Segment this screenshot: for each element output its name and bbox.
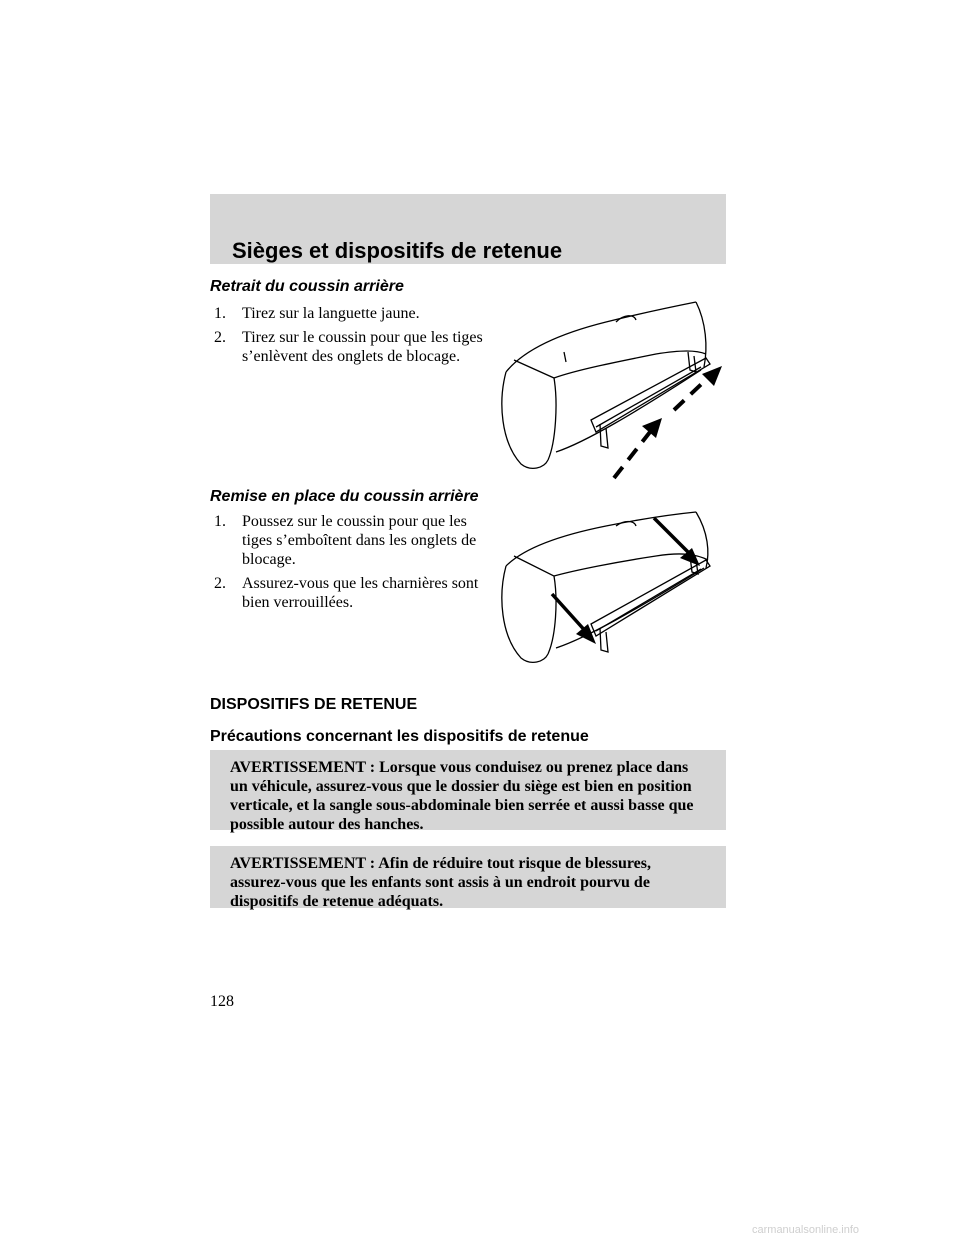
page-number: 128: [210, 993, 234, 1010]
warning-box-1: [210, 750, 726, 833]
footer-watermark-url[interactable]: carmanualsonline.info: [752, 1224, 860, 1236]
list-item: 1. Tirez sur la languette jaune.: [214, 305, 420, 322]
restraints-subheading: Précautions concernant les dispositifs de retenue: [210, 728, 589, 745]
list-item: 1. Poussez sur le coussin pour que les tiges s’emboîtent dans les onglets de blocage.: [214, 513, 477, 568]
removal-heading: Retrait du coussin arrière: [210, 278, 404, 295]
cushion-removal-illustration: [496, 292, 736, 488]
warning-box-2: [210, 846, 726, 908]
install-steps: [214, 512, 484, 617]
install-heading: Remise en place du coussin arrière: [210, 488, 479, 505]
list-item: 2. Assurez-vous que les charnières sont bien verrouillées.: [214, 575, 479, 611]
list-item: 2. Tirez sur le coussin pour que les tiges s’enlèvent des onglets de blocage.: [214, 329, 483, 365]
restraints-heading: DISPOSITIFS DE RETENUE: [210, 696, 418, 713]
removal-steps: [214, 304, 484, 371]
section-header-band: [210, 194, 726, 264]
warning-text: AVERTISSEMENT : Afin de réduire tout risque de blessures, assurez-vous que les enfants sont assis à un endroit pourvu de dispositifs de retenue adéquats.: [230, 855, 651, 910]
cushion-install-illustration: [496, 506, 736, 678]
warning-text: AVERTISSEMENT : Lorsque vous conduisez ou prenez place dans un véhicule, assurez-vous que le dossier du siège est bien en position verticale, et la sangle sous-abdominale bien serrée et aussi basse que possible autour des hanches.: [230, 759, 694, 833]
section-title: Sièges et dispositifs de retenue: [232, 238, 563, 263]
